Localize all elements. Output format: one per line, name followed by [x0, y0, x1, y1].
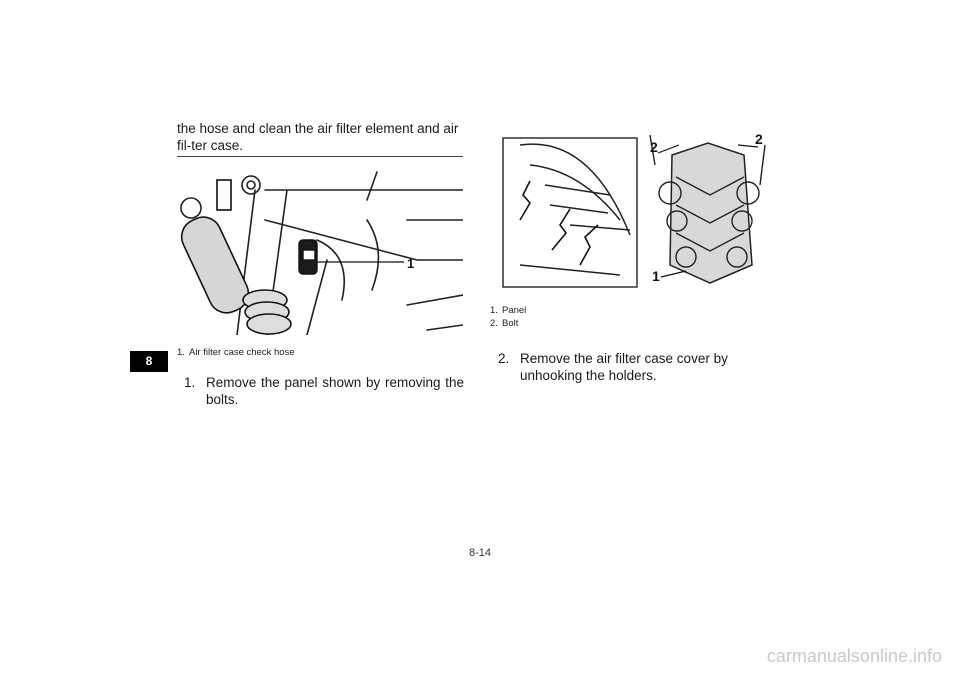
figure2-callout-bolt-left: 2: [650, 139, 658, 155]
page-number: 8-14: [468, 547, 492, 559]
figure2-callout-panel: 1: [652, 268, 660, 284]
step-number: 1.: [184, 375, 196, 390]
step-number: 2.: [498, 351, 510, 366]
figure2-caption: [490, 304, 526, 330]
panel-bolt-illustration: [490, 125, 775, 293]
figure1-caption: [177, 346, 295, 359]
caption-text: Panel: [502, 305, 527, 316]
step-text: Remove the air filter case cover by unhooking the holders.: [520, 351, 728, 383]
caption-number: 1.: [490, 305, 498, 316]
intro-paragraph: the hose and clean the air filter element and air fil-ter case.: [177, 121, 459, 153]
step-1: [184, 374, 464, 408]
figure1-callout: 1: [407, 256, 415, 271]
caption-line: [490, 304, 526, 317]
watermark: carmanualsonline.info: [766, 646, 942, 666]
figure2-callout-bolt-right: 2: [755, 131, 763, 147]
section-tab: 8: [130, 351, 168, 372]
caption-number: 2.: [490, 318, 498, 329]
air-filter-hose-illustration: [177, 160, 463, 335]
section-divider: [177, 156, 463, 157]
caption-number: 1.: [177, 347, 185, 358]
caption-line: [490, 317, 526, 330]
caption-text: Air filter case check hose: [189, 347, 295, 358]
step-2: [498, 350, 780, 384]
caption-text: Bolt: [502, 318, 519, 329]
step-text: Remove the panel shown by removing the bolts.: [206, 375, 464, 407]
